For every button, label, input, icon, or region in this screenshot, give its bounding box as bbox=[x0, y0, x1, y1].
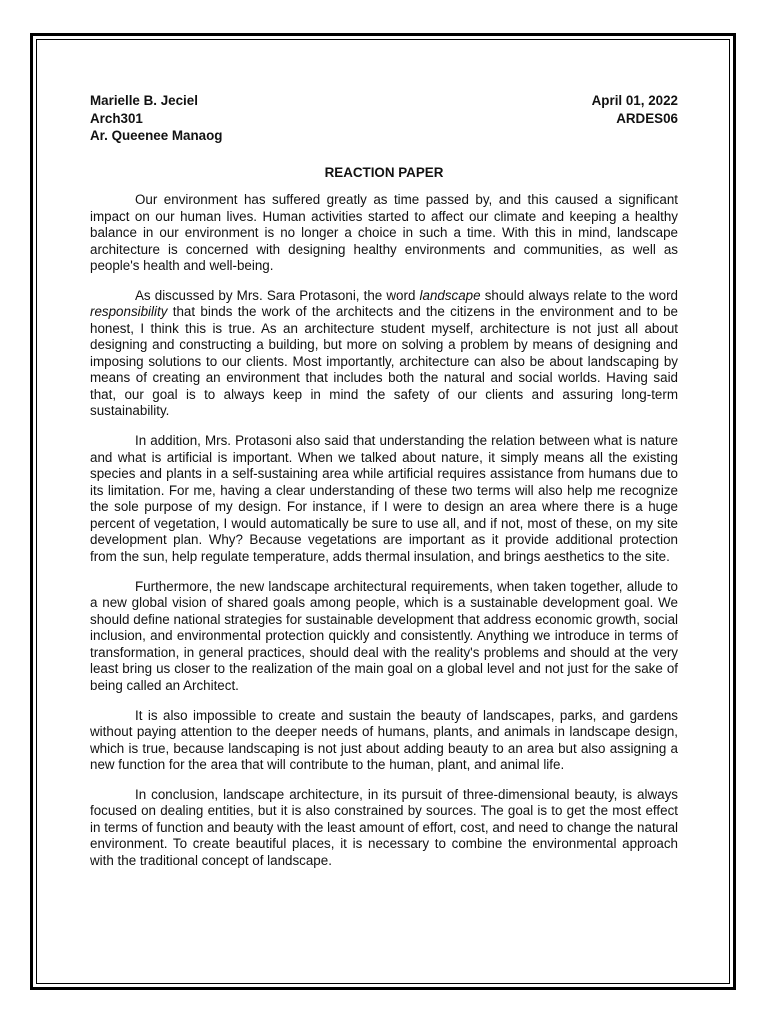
paragraph-3: In addition, Mrs. Protasoni also said that understanding the relation between what is nature and what is artificial is important. When we talked about nature, it simply means all the existing species and plants in a self-sustaining area while artificial requires assistance from humans due to its limitation. For me, having a clear understanding of these two terms will also help me recognize the sole purpose of my design. For instance, if I were to design an area where there is a huge percent of vegetation, I would automatically be sure to use all, and if not, most of these, on my site development plan. Why? Because vegetations are important as it provide additional protection from the sun, help regulate temperature, adds thermal insulation, and brings aesthetics to the site. bbox=[90, 433, 678, 564]
subject-code: ARDES06 bbox=[616, 110, 678, 126]
page-title: REACTION PAPER bbox=[324, 165, 444, 180]
course-code: Arch301 bbox=[90, 110, 143, 126]
document-header bbox=[90, 92, 678, 148]
document-date: April 01, 2022 bbox=[591, 93, 678, 108]
paragraph-6: In conclusion, landscape architecture, in its pursuit of three-dimensional beauty, is always focused on dealing entities, but it is also constrained by sources. The goal is to get the most effect in terms of function and beauty with the least amount of effort, cost, and need to change the natural environment. To create beautiful places, it is necessary to combine the environmental approach with the traditional concept of landscape. bbox=[90, 786, 678, 868]
emphasis-landscape: landscape bbox=[419, 287, 481, 303]
paragraph-2-part-2: should always relate to the word bbox=[480, 287, 679, 303]
paragraph-2-part-1: As discussed by Mrs. Sara Protasoni, the word bbox=[135, 287, 420, 303]
paragraph-2 bbox=[90, 288, 678, 420]
paragraph-5: It is also impossible to create and sustain the beauty of landscapes, parks, and gardens without paying attention to the deeper needs of humans, plants, and animals in landscape design, which is true, because landscaping is not just about adding beauty to an area but also assigning a new function for the area that will contribute to the human, plant, and animal life. bbox=[90, 707, 678, 773]
header-left-block bbox=[90, 92, 222, 145]
instructor-name: Ar. Queenee Manaog bbox=[90, 128, 223, 143]
paragraph-4: Furthermore, the new landscape architectural requirements, when taken together, allude to a new global vision of shared goals among people, which is a sustainable development goal. We should define national strategies for sustainable development that address economic growth, social inclusion, and environmental protection quickly and consistently. Anything we introduce in terms of transformation, in general practices, should deal with the reality's problems and should at the very least bring us closer to the realization of the main goal on a global level and not just for the sake of being called an Architect. bbox=[90, 578, 678, 693]
paragraph-1: Our environment has suffered greatly as time passed by, and this caused a significant impact on our human lives. Human activities started to affect our climate and keeping a healthy balance in our environment is no longer a choice in such a time. With this in mind, landscape architecture is concerned with designing healthy environments and communities, as well as people's health and well-being. bbox=[90, 192, 678, 273]
author-name: Marielle B. Jeciel bbox=[90, 93, 198, 108]
paragraph-2-part-3: that binds the work of the architects and the citizens in the environment and to be honest, I think this is true. As an architecture student myself, architecture is not just all about designing and constructing a building, but more on solving a problem by means of designing and imposing solutions to our clients. Most importantly, architecture can also be about landscaping by means of creating an environment that includes both the natural and social worlds. Having said that, our goal is to always keep in mind the safety of our clients and assuring long-term sustainability. bbox=[90, 304, 678, 419]
emphasis-responsibility: responsibility bbox=[90, 304, 168, 320]
header-right-block bbox=[592, 92, 678, 127]
document-body bbox=[90, 92, 678, 883]
